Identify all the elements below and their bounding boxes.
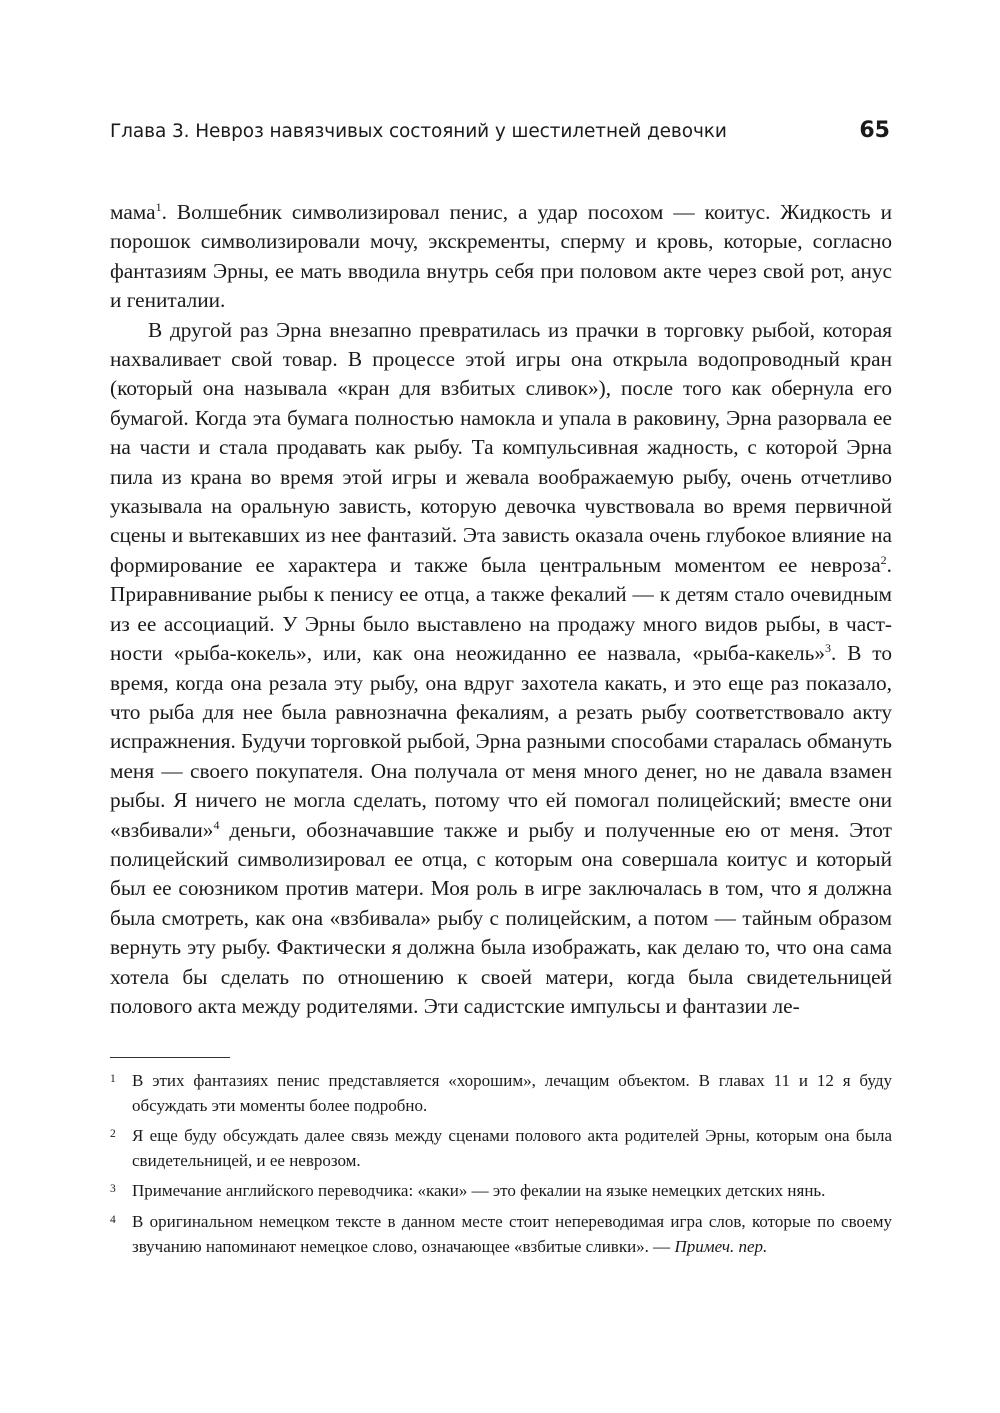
footnote-ref-1: 1	[155, 200, 162, 214]
paragraph-2-text-d: деньги, обозначавшие также и рыбу и полученные ею от меня. Этот полицейский символизировал ее отца, с которым она совершала коитус и который был ее союзником против матери. Моя роль в игре заключалась в том, что я должна была смотреть, как она «взбивала» рыбу с полицейским, а потом — тайным образом вернуть эту рыбу. Фактически я должна была изображать, как делаю то, что она сама хотела бы сделать по отношению к своей матери, когда была свидетельницей полового акта между родителями. Эти садистские импульсы и фантазии ле-	[110, 817, 892, 1018]
footnotes	[110, 1069, 892, 1265]
footnote-1	[110, 1069, 892, 1118]
paragraph-1-text-b: . Волшебник символизировал пенис, а удар посохом — коитус. Жидкость и порошок символизировали мочу, экскременты, сперму и кровь, которые, согласно фантазиям Эрны, ее мать вводила внутрь себя при половом акте через свой рот, анус и гениталии.	[110, 200, 892, 313]
footnote-text: В этих фантазиях пенис представляется «хорошим», лечащим объектом. В главах 11 и 12 я буду обсуждать эти моменты более подробно.	[132, 1071, 892, 1115]
footnote-text: Примечание английского переводчика: «каки» — это фекалии на языке немецких детских нянь.	[132, 1181, 826, 1201]
page-number: 65	[859, 118, 890, 143]
footnote-number: 2	[110, 1128, 116, 1141]
footnote-translator-note: Примеч. пер.	[674, 1236, 768, 1256]
footnote-text	[132, 1210, 892, 1259]
footnote-number: 4	[110, 1213, 116, 1226]
paragraph-2-text-a: В другой раз Эрна внезапно превратилась из прачки в торговку рыбой, которая нахваливает свой товар. В процессе этой игры она открыла водопроводный кран (который она называла «кран для взбитых сливок»), после того как обернула его бумагой. Когда эта бумага полностью намокла и упала в раковину, Эрна разорвала ее на части и стала продавать как рыбу. Та компульсивная жадность, с которой Эрна пила из крана во время этой игры и жевала воображаемую рыбу, очень отчетливо указывала на оральную зависть, которую девочка чувствовала во время первичной сцены и вытекавших из нее фантазий. Эта зависть оказала очень глубокое влияние на формирование ее характера и также была центральным моментом ее невроза	[110, 317, 892, 577]
footnote-number: 1	[110, 1073, 116, 1085]
footnote-text-main: В оригинальном немецком тексте в данном месте стоит непереводимая игра слов, которые по своему звучанию напоминают немецкое слово, означающее «взбитые сливки». —	[132, 1211, 892, 1256]
paragraph-2-text-c: . В то время, когда она резала эту рыбу, она вдруг захотела какать, и это еще раз показало, что рыба для нее была равнозначна фекалиям, а резать рыбу соответствовало акту испражнения. Будучи торговкой рыбой, Эрна разными способами старалась обмануть меня — своего покупателя. Она получала от меня много денег, но не давала взамен рыбы. Я ничего не могла сделать, потому что ей помогал полицейский; вместе они «взбивали»	[110, 641, 892, 842]
main-text	[110, 198, 892, 1021]
footnote-ref-2: 2	[880, 552, 887, 567]
running-header	[110, 118, 890, 150]
footnote-ref-3: 3	[824, 641, 831, 656]
footnote-divider	[110, 1057, 230, 1058]
footnote-ref-4: 4	[213, 817, 220, 832]
paragraph-2-text-b: . Приравнивание рыбы к пенису ее отца, а также фекалий — к детям стало очевидным из ее ассоциаций. У Эрны было выставлено на продажу много видов рыбы, в частности «рыба-кокель», или, как она неожиданно ее назвала, «рыба-какель»	[110, 552, 892, 666]
chapter-title: Глава 3. Невроз навязчивых состояний у шестилетней девочки	[110, 121, 727, 142]
footnote-3	[110, 1179, 892, 1204]
paragraph-1-text-a: мама	[110, 200, 156, 224]
footnote-2	[110, 1124, 892, 1173]
footnote-text: Я еще буду обсуждать далее связь между сценами полового акта родителей Эрны, которым она была свидетельницей, и ее неврозом.	[132, 1126, 892, 1170]
footnote-4	[110, 1210, 892, 1259]
footnote-number: 3	[110, 1183, 116, 1196]
paragraph-2	[110, 316, 892, 1022]
paragraph-1	[110, 198, 892, 316]
